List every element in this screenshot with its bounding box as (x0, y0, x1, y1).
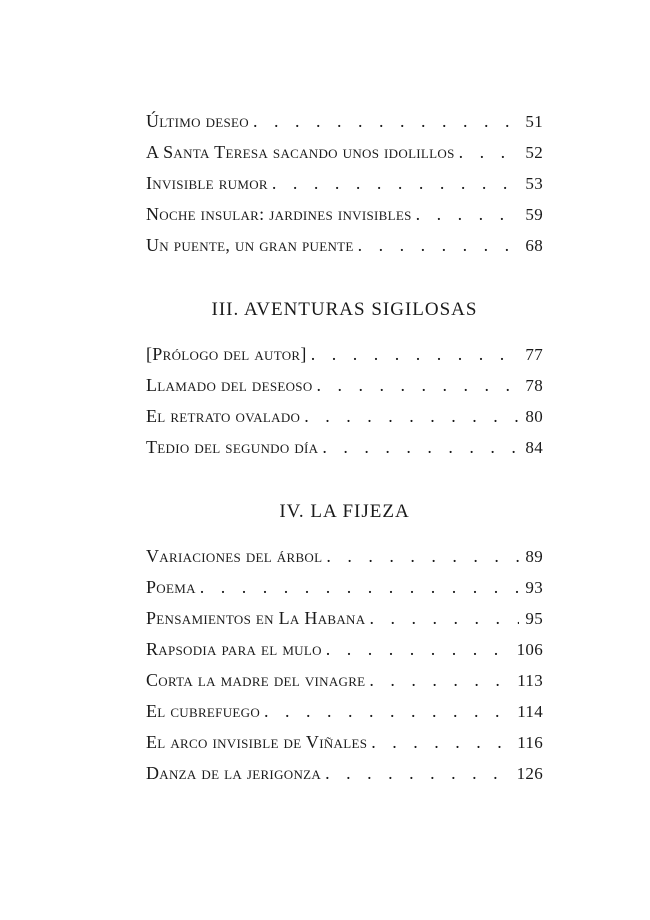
entry-page-number: 68 (525, 236, 543, 255)
entry-title: Último deseo (146, 111, 249, 131)
dot-leader (325, 760, 511, 786)
dot-leader (371, 729, 511, 755)
dot-leader (326, 636, 511, 662)
toc-entry (146, 605, 543, 636)
dot-leader (358, 232, 520, 258)
dot-leader (311, 341, 520, 367)
entry-page-number: 106 (516, 640, 543, 659)
entry-page-number: 77 (525, 345, 543, 364)
toc-group-continued (146, 108, 543, 263)
toc-entry (146, 139, 543, 170)
table-of-contents (146, 108, 543, 791)
toc-entry (146, 434, 543, 465)
dot-leader (322, 434, 519, 460)
entry-page-number: 126 (516, 764, 543, 783)
entry-page-number: 84 (525, 438, 543, 457)
entry-page-number: 51 (525, 112, 543, 131)
entry-page-number: 59 (525, 205, 543, 224)
toc-group-aventuras-sigilosas (146, 297, 543, 465)
entry-title: Un puente, un gran puente (146, 235, 354, 255)
toc-entry (146, 201, 543, 232)
toc-entry (146, 543, 543, 574)
toc-entry (146, 108, 543, 139)
toc-entry (146, 372, 543, 403)
entry-page-number: 95 (525, 609, 543, 628)
toc-entry (146, 403, 543, 434)
entry-title: Noche insular: jardines invisibles (146, 204, 412, 224)
entry-page-number: 93 (525, 578, 543, 597)
entry-page-number: 114 (517, 702, 543, 721)
toc-entry (146, 667, 543, 698)
toc-entry (146, 170, 543, 201)
entry-page-number: 52 (525, 143, 543, 162)
entry-title: Pensamientos en La Habana (146, 608, 366, 628)
entry-title: Variaciones del árbol (146, 546, 323, 566)
dot-leader (369, 605, 519, 631)
dot-leader (369, 667, 511, 693)
entry-title: El arco invisible de Viñales (146, 732, 368, 752)
entry-page-number: 89 (525, 547, 543, 566)
entry-title: Corta la madre del vinagre (146, 670, 366, 690)
dot-leader (272, 170, 520, 196)
entry-title: Rapsodia para el mulo (146, 639, 322, 659)
entry-page-number: 53 (525, 174, 543, 193)
toc-entry (146, 636, 543, 667)
toc-entry (146, 574, 543, 605)
toc-entry (146, 341, 543, 372)
toc-entry (146, 760, 543, 791)
entry-title: [Prólogo del autor] (146, 344, 307, 364)
entry-title: Llamado del deseoso (146, 375, 313, 395)
toc-entry (146, 729, 543, 760)
dot-leader (459, 139, 520, 165)
section-heading: III. AVENTURAS SIGILOSAS (211, 299, 478, 320)
toc-entry (146, 232, 543, 263)
dot-leader (200, 574, 520, 600)
entry-title: A Santa Teresa sacando unos idolillos (146, 142, 455, 162)
dot-leader (416, 201, 520, 227)
entry-page-number: 113 (517, 671, 543, 690)
dot-leader (253, 108, 519, 134)
entry-title: Invisible rumor (146, 173, 268, 193)
entry-page-number: 78 (525, 376, 543, 395)
section-heading: IV. LA FIJEZA (279, 501, 410, 522)
dot-leader (326, 543, 519, 569)
dot-leader (304, 403, 519, 429)
toc-entry (146, 698, 543, 729)
entry-title: El cubrefuego (146, 701, 261, 721)
entry-title: Danza de la jerigonza (146, 763, 322, 783)
dot-leader (317, 372, 520, 398)
toc-group-la-fijeza (146, 499, 543, 791)
entry-page-number: 116 (517, 733, 543, 752)
dot-leader (264, 698, 511, 724)
entry-title: El retrato ovalado (146, 406, 301, 426)
entry-title: Poema (146, 577, 196, 597)
entry-page-number: 80 (525, 407, 543, 426)
entry-title: Tedio del segundo día (146, 437, 319, 457)
